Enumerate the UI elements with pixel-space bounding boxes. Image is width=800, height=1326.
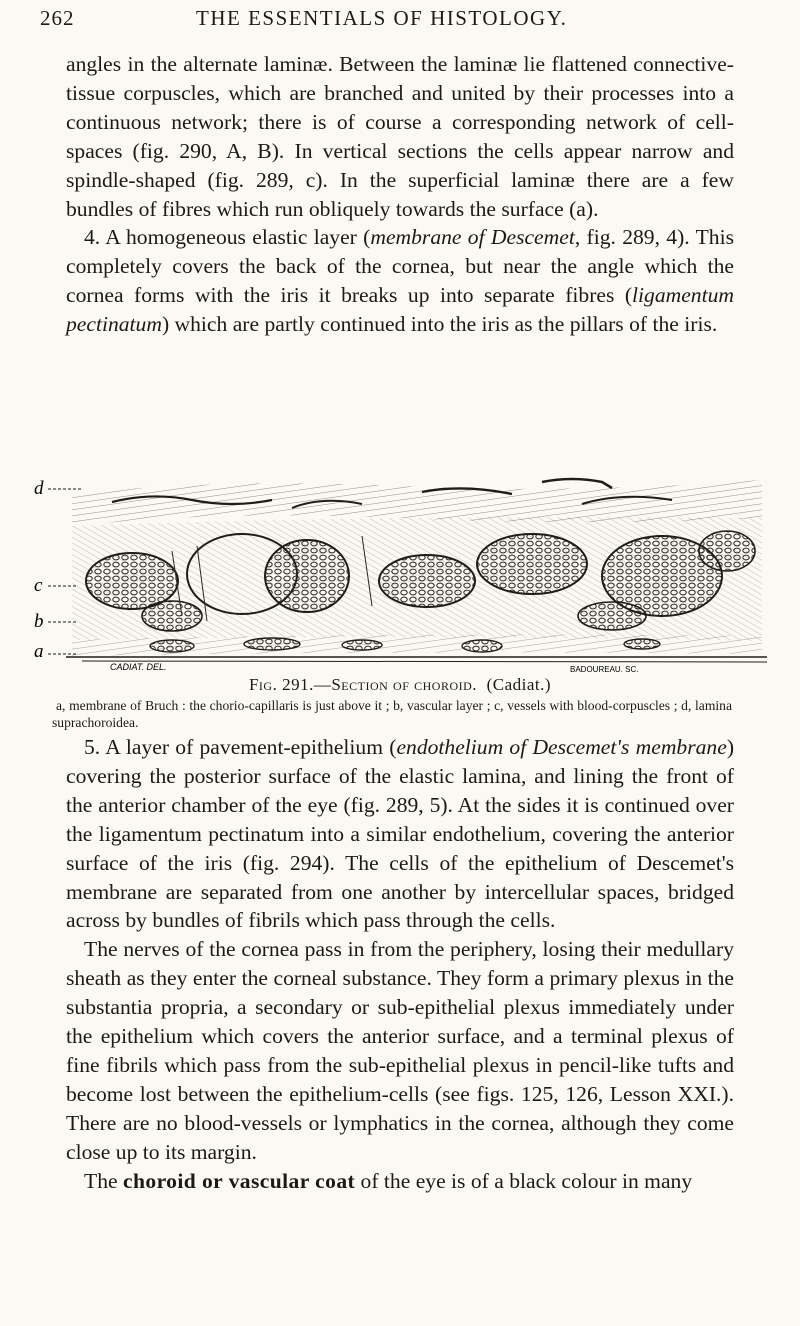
running-head xyxy=(40,6,734,34)
label-c: c xyxy=(34,575,43,596)
text-run: The xyxy=(84,1168,123,1193)
text-run: , fig. 289, 4). This completely covers the back of the cornea, but near the angle which the cornea forms with the iris it breaks up into separate fibres ( xyxy=(66,225,734,308)
text-run: ) covering the posterior surface of the elastic lamina, and lining the front of the anterior chamber of the eye (fig. 289, 5). At the sides it is continued over the ligamentum pectinatum into a similar endothelium, covering the anterior surface of the iris (fig. 294). The cells of the epithelium of Descemet's membrane are separated from one another by intercellular spaces, bridged across by bundles of fibrils which pass through the cells. xyxy=(66,735,735,933)
text-block-bottom xyxy=(66,733,734,1196)
figure-number: Fig. 291. xyxy=(248,675,314,694)
engraver-signature-right: BADOUREAU. SC. xyxy=(570,665,639,674)
label-b: b xyxy=(34,611,44,632)
figure-legend: a, membrane of Bruch : the chorio-capillaris is just above it ; b, vascular layer ; c, vessels with blood-corpuscles ; d, lamina suprachoroidea. xyxy=(52,698,732,730)
label-a: a xyxy=(34,641,44,662)
base-line xyxy=(82,661,767,662)
paragraph-corneal-nerves: The nerves of the cornea pass in from the periphery, losing their medullary sheath as they enter the corneal substance. They form a primary plexus in the substantia propria, a secondary or sub-epithelial plexus immediately under the epithelium which covers the anterior surface, and a terminal plexus of fine fibrils which pass from the sub-epithelial plexus in pencil-like tufts and become lost between the epithelium-cells (see figs. 125, 126, Lesson XXI.). There are no blood-vessels or lymphatics in the cornea, although they come close up to its margin. xyxy=(66,937,734,1164)
paragraph-descemet-membrane xyxy=(66,223,734,339)
label-d: d xyxy=(34,478,44,499)
italic-term: endothelium of Descemet's membrane xyxy=(396,735,727,759)
italic-term: ligamentum pectinatum xyxy=(66,283,734,337)
italic-term: membrane of Descemet xyxy=(370,225,575,250)
paragraph-choroid xyxy=(66,1167,734,1196)
chorio-capillaris xyxy=(72,635,762,656)
text-run: ) which are partly continued into the iris as the pillars of the iris. xyxy=(161,312,718,337)
text-run: 4. A homogeneous elastic layer ( xyxy=(84,225,371,250)
choroid-section-figure xyxy=(22,456,772,676)
engraver-signature-left: CADIAT. DEL. xyxy=(110,662,167,672)
vascular-layer xyxy=(72,517,762,641)
bold-term: choroid or vascular coat xyxy=(122,1168,356,1193)
page-number: 262 xyxy=(40,6,75,30)
paragraph-continuation: angles in the alternate laminæ. Between the laminæ lie flattened connective-tissue corpuscles, which are branched and united by their processes into a continuous network; there is of course a corresponding network of cell-spaces (fig. 290, A, B). In vertical sections the cells appear narrow and spindle-shaped (fig. 289, c). In the superficial laminæ there are a few bundles of fibres which run obliquely towards the surface (a). xyxy=(66,52,734,221)
text-run: of the eye is of a black colour in many xyxy=(355,1168,693,1193)
figure-caption xyxy=(66,675,734,695)
figure-credit: (Cadiat.) xyxy=(486,675,552,694)
figure-title: —Section of choroid. xyxy=(313,675,478,694)
choroid-engraving xyxy=(22,456,772,676)
paragraph-pavement-epithelium xyxy=(66,733,734,935)
text-block-top xyxy=(66,50,734,339)
text-run: 5. A layer of pavement-epithelium ( xyxy=(84,735,397,759)
running-title: THE ESSENTIALS OF HISTOLOGY. xyxy=(196,6,568,30)
